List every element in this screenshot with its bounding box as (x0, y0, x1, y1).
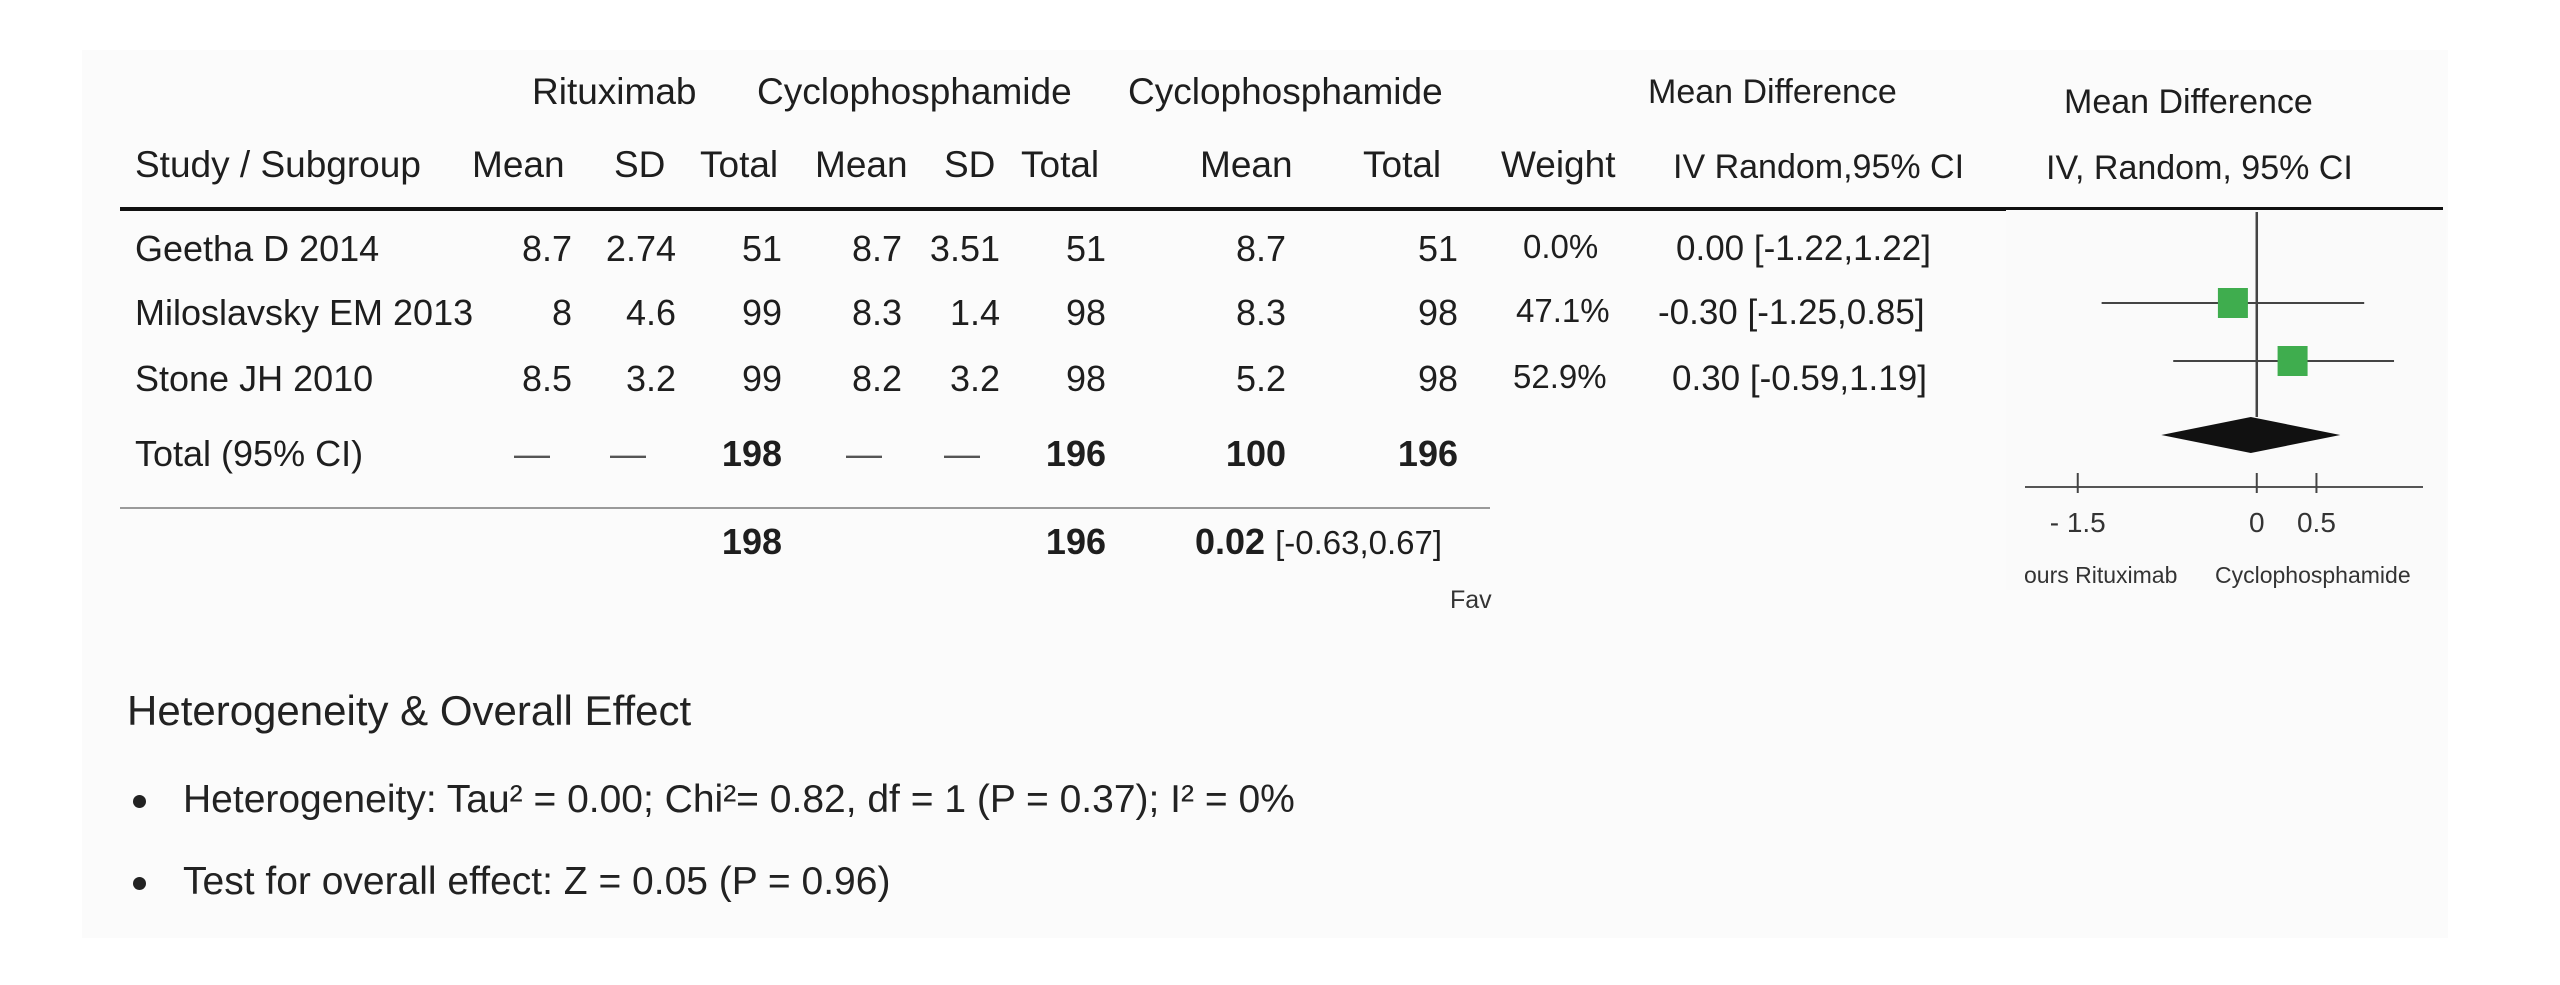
mean-difference-ci: -0.30 [-1.25,0.85] (1658, 293, 1925, 332)
sd-2: 3.51 (929, 228, 1000, 269)
mean-2: 8.7 (851, 228, 902, 269)
sd-2: — (944, 433, 980, 474)
favours-left-label: ours Rituximab (2024, 562, 2178, 588)
mean-3: 8.7 (1235, 228, 1286, 269)
col-sd-2: SD (944, 144, 996, 185)
sd-2: 1.4 (949, 292, 1000, 333)
mean-3: 8.3 (1235, 292, 1286, 333)
favours-right-label: Cyclophosphamide (2215, 562, 2411, 588)
col-total-3: Total (1363, 144, 1442, 185)
sd-1: 3.2 (625, 358, 676, 399)
col-mean-3: Mean (1200, 144, 1293, 185)
weight: 47.1% (1516, 292, 1610, 329)
total-2: 196 (1045, 433, 1106, 474)
col-plot-method: IV, Random, 95% CI (2046, 149, 2353, 187)
x-tick-label: 0.5 (2296, 507, 2336, 538)
sd-1: 4.6 (625, 292, 676, 333)
summary-total-1: 198 (721, 521, 782, 562)
total-2: 51 (1065, 228, 1106, 269)
total-3: 196 (1397, 433, 1458, 474)
total-2: 98 (1065, 358, 1106, 399)
mean-3: 5.2 (1235, 358, 1286, 399)
summary-effect-value: 0.02 (1195, 521, 1266, 562)
total-1: 51 (741, 228, 782, 269)
bullet-icon (133, 795, 146, 808)
total-1: 99 (741, 292, 782, 333)
mean-1: 8.5 (521, 358, 572, 399)
mean-difference-title: Mean Difference (1648, 73, 1897, 111)
mean-2: — (846, 433, 882, 474)
col-sd-1: SD (614, 144, 666, 185)
mean-1: — (514, 433, 550, 474)
mean-1: 8.7 (521, 228, 572, 269)
study-name: Miloslavsky EM 2013 (135, 292, 474, 333)
favours-fragment: Fav (1450, 586, 1492, 614)
heterogeneity-heading: Heterogeneity & Overall Effect (127, 687, 692, 734)
x-tick-label: - 1.5 (2049, 507, 2106, 538)
total-3: 98 (1417, 292, 1458, 333)
total-1: 99 (741, 358, 782, 399)
col-total-1: Total (700, 144, 779, 185)
study-point (2218, 288, 2248, 318)
weight: 0.0% (1523, 228, 1599, 265)
study-name: Geetha D 2014 (135, 228, 380, 269)
total-3: 98 (1417, 358, 1458, 399)
mean-3: 100 (1225, 433, 1286, 474)
group-cyclophosphamide-header-2: Cyclophosphamide (1128, 71, 1443, 112)
mean-1: 8 (551, 292, 572, 333)
plot-title: Mean Difference (2064, 83, 2313, 121)
pooled-diamond (2161, 417, 2340, 453)
total-3: 51 (1417, 228, 1458, 269)
study-point (2278, 346, 2308, 376)
overall-effect-line: Test for overall effect: Z = 0.05 (P = 0.96) (183, 860, 891, 903)
study-name: Stone JH 2010 (135, 358, 374, 399)
mean-2: 8.3 (851, 292, 902, 333)
total-1: 198 (721, 433, 782, 474)
col-weight: Weight (1501, 144, 1616, 185)
sd-1: 2.74 (605, 228, 676, 269)
group-cyclophosphamide-header: Cyclophosphamide (757, 71, 1072, 112)
weight: 52.9% (1513, 358, 1607, 395)
bullet-icon (133, 877, 146, 890)
mean-difference-ci: 0.00 [-1.22,1.22] (1676, 229, 1931, 268)
total-2: 98 (1065, 292, 1106, 333)
heterogeneity-line: Heterogeneity: Tau² = 0.00; Chi²= 0.82, df = 1 (P = 0.37); I² = 0% (183, 778, 1295, 821)
summary-total-2: 196 (1045, 521, 1106, 562)
x-tick-label: 0 (2248, 507, 2265, 538)
sd-1: — (610, 433, 646, 474)
total-label: Total (95% CI) (135, 433, 364, 474)
mean-2: 8.2 (851, 358, 902, 399)
col-md-method: IV Random,95% CI (1673, 148, 1965, 186)
col-study: Study / Subgroup (135, 144, 421, 185)
summary-effect-ci: [-0.63,0.67] (1275, 524, 1443, 561)
col-mean-2: Mean (815, 144, 908, 185)
col-mean-1: Mean (472, 144, 565, 185)
group-rituximab-header: Rituximab (532, 71, 697, 112)
sd-2: 3.2 (949, 358, 1000, 399)
col-total-2: Total (1021, 144, 1100, 185)
mean-difference-ci: 0.30 [-0.59,1.19] (1672, 359, 1927, 398)
